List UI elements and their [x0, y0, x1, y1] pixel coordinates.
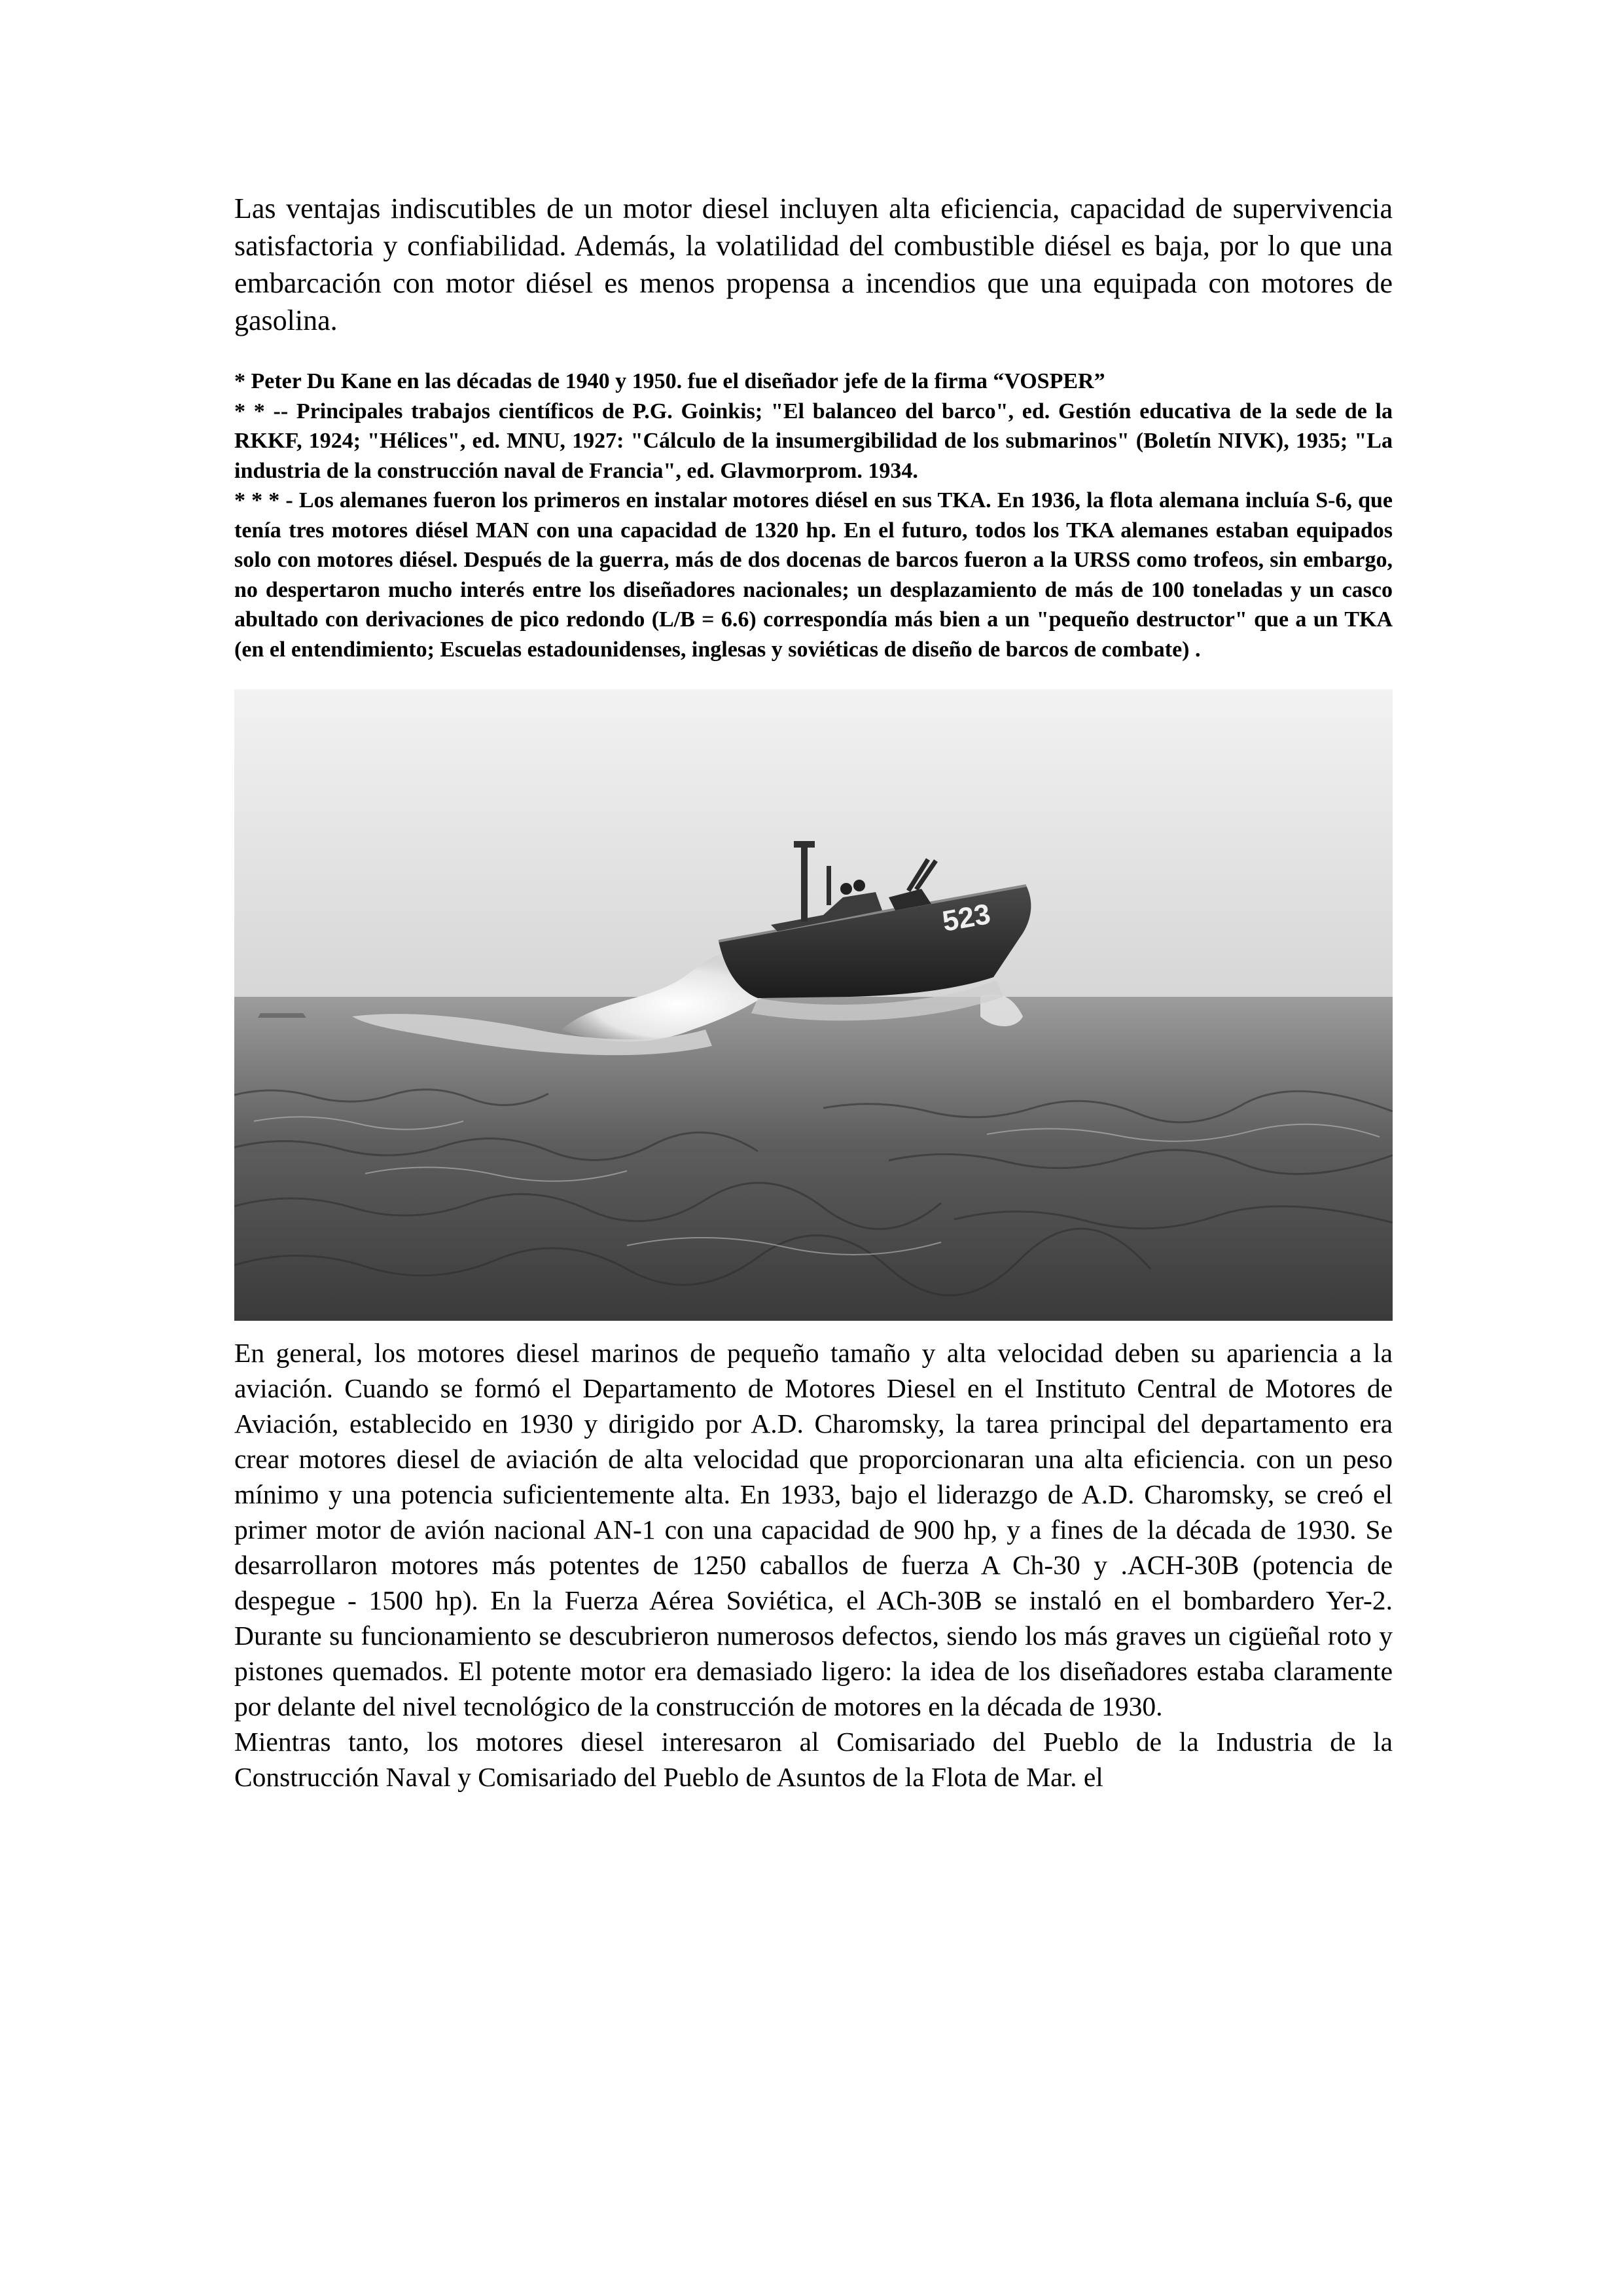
mast-yard — [794, 841, 815, 848]
body-paragraph-2: Mientras tanto, los motores diesel interesaron al Comisariado del Pueblo de la Industria de la Construcción Naval y Comisariado del Pueblo de Asuntos de la Flota de Mar. el — [234, 1727, 1393, 1792]
crew-head — [853, 880, 865, 891]
hull-number: 523 — [940, 897, 993, 938]
sea — [234, 997, 1393, 1321]
intro-paragraph: Las ventajas indiscutibles de un motor diesel incluyen alta eficiencia, capacidad de supervivencia satisfactoria y confiabilidad. Además, la volatilidad del combustible diésel es baja, por lo que una embarcación con motor diésel es menos propensa a incendios que una equipada con motores de gasolina. — [234, 192, 1393, 336]
body-paragraph-1: En general, los motores diesel marinos de pequeño tamaño y alta velocidad deben su apariencia a la aviación. Cuando se formó el Departamento de Motores Diesel en el Instituto Central de Motores de Aviación, establecido en 1930 y dirigido por A.D. Charomsky, la tarea principal del departamento era crear motores diesel de aviación de alta velocidad que proporcionaran una alta eficiencia. con un peso mínimo y una potencia suficientemente alta. En 1933, bajo el liderazgo de A.D. Charomsky, se creó el primer motor de avión nacional AN-1 con una capacidad de 900 hp, y a fines de la década de 1930. Se desarrollaron motores más potentes de 1250 caballos de fuerza A Ch-30 y .ACH-30B (potencia de despegue - 1500 hp). En la Fuerza Aérea Soviética, el ACh-30B se instaló en el bombardero Yer-2. Durante su funcionamiento se descubrieron numerosos defectos, siendo los más graves un cigüeñal roto y pistones quemados. El potente motor era demasiado ligero: la idea de los diseñadores estaba claramente por delante del nivel tecnológico de la construcción de motores en la década de 1930. — [234, 1338, 1393, 1721]
mast-2 — [827, 866, 831, 905]
document-page — [234, 190, 1393, 1795]
crew-head — [840, 883, 852, 895]
footnotes — [234, 367, 1393, 664]
footnote-3: * * * - Los alemanes fueron los primeros en instalar motores diésel en sus TKA. En 1936, la flota alemana incluía S-6, que tenía tres motores diésel MAN con una capacidad de 1320 hp. En el futuro, todos los TKA alemanes estaban equipados solo con motores diésel. Después de la guerra, más de dos docenas de barcos fueron a la URSS como trofeos, sin embargo, no despertaron mucho interés entre los diseñadores nacionales; un desplazamiento de más de 100 toneladas y un casco abultado con derivaciones de pico redondo (L/B = 6.6) correspondía más bien a un "pequeño destructor" que a un TKA (en el entendimiento; Escuelas estadounidenses, inglesas y soviéticas de diseño de barcos de combate) . — [234, 488, 1393, 662]
torpedo-boat-photo — [234, 689, 1393, 1321]
footnote-1: * Peter Du Kane en las décadas de 1940 y 1950. fue el diseñador jefe de la firma “VOSPER” — [234, 369, 1105, 393]
footnote-2: * * -- Principales trabajos científicos de P.G. Goinkis; "El balanceo del barco", ed. Gestión educativa de la sede de la RKKF, 1924; "Hélices", ed. MNU, 1927: "Cálculo de la insumergibilidad de los submarinos" (Boletín NIVK), 1935; "La industria de la construcción naval de Francia", ed. Glavmorprom. 1934. — [234, 399, 1393, 483]
mast — [801, 843, 808, 922]
distant-vessel — [258, 1013, 306, 1018]
